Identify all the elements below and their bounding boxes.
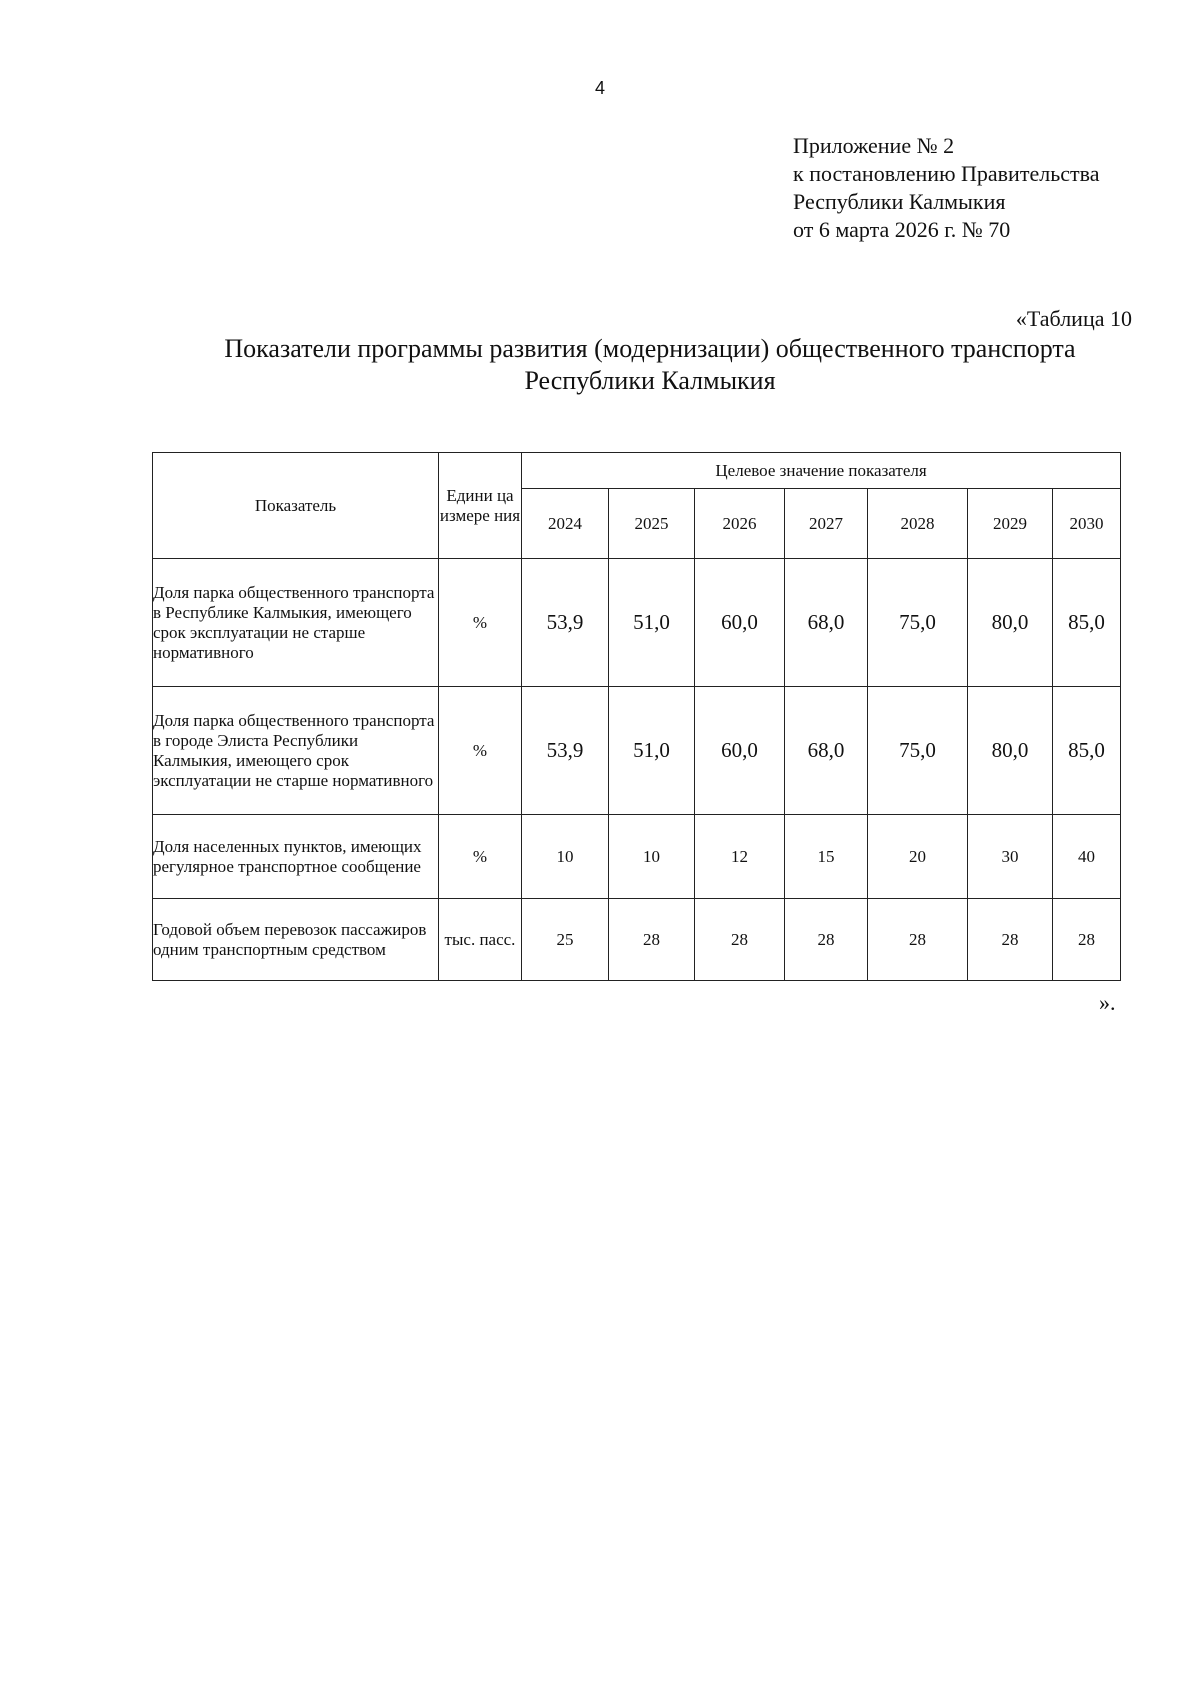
- row-unit: %: [439, 687, 522, 815]
- row-value: 68,0: [785, 559, 868, 687]
- row-value: 75,0: [868, 687, 968, 815]
- row-unit: %: [439, 815, 522, 899]
- row-value: 25: [522, 899, 609, 981]
- row-value: 28: [695, 899, 785, 981]
- row-value: 60,0: [695, 687, 785, 815]
- table-row: [153, 559, 1121, 687]
- header-indicator: Показатель: [153, 453, 439, 559]
- title-line-1: Показатели программы развития (модернизации) общественного транспорта: [224, 334, 1076, 363]
- row-value: 10: [609, 815, 695, 899]
- annex-line: Республики Калмыкия: [793, 189, 1006, 214]
- table-row: [153, 815, 1121, 899]
- row-value: 10: [522, 815, 609, 899]
- row-value: 60,0: [695, 559, 785, 687]
- row-value: 80,0: [968, 559, 1053, 687]
- table-label: «Таблица 10: [1015, 306, 1132, 331]
- row-indicator: Доля населенных пунктов, имеющих регулярное транспортное сообщение: [153, 815, 439, 899]
- row-value: 75,0: [868, 559, 968, 687]
- header-year: 2026: [695, 489, 785, 559]
- row-value: 80,0: [968, 687, 1053, 815]
- title-line-2: Республики Калмыкия: [524, 366, 776, 395]
- row-value: 28: [868, 899, 968, 981]
- header-year: 2029: [968, 489, 1053, 559]
- row-value: 51,0: [609, 559, 695, 687]
- document-title: [120, 333, 1180, 397]
- annex-block: [793, 132, 1099, 244]
- annex-line: от 6 марта 2026 г. № 70: [793, 217, 1011, 242]
- page-number: 4: [594, 78, 605, 98]
- row-value: 40: [1053, 815, 1121, 899]
- row-value: 85,0: [1053, 687, 1121, 815]
- row-indicator: Доля парка общественного транспорта в городе Элиста Республики Калмыкия, имеющего срок эксплуатации не старше нормативного: [153, 687, 439, 815]
- row-unit: %: [439, 559, 522, 687]
- row-value: 53,9: [522, 559, 609, 687]
- header-year: 2030: [1053, 489, 1121, 559]
- header-target-value: Целевое значение показателя: [522, 453, 1121, 489]
- row-value: 28: [785, 899, 868, 981]
- row-value: 51,0: [609, 687, 695, 815]
- row-unit: тыс. пасс.: [439, 899, 522, 981]
- header-year: 2025: [609, 489, 695, 559]
- row-value: 85,0: [1053, 559, 1121, 687]
- table-row: [153, 687, 1121, 815]
- row-value: 68,0: [785, 687, 868, 815]
- row-value: 15: [785, 815, 868, 899]
- row-value: 53,9: [522, 687, 609, 815]
- annex-line: Приложение № 2: [793, 133, 955, 158]
- row-value: 12: [695, 815, 785, 899]
- row-value: 28: [609, 899, 695, 981]
- row-indicator: Годовой объем перевозок пассажиров одним транспортным средством: [153, 899, 439, 981]
- header-year: 2027: [785, 489, 868, 559]
- row-value: 28: [1053, 899, 1121, 981]
- table-row: [153, 899, 1121, 981]
- header-year: 2024: [522, 489, 609, 559]
- header-unit: Едини ца измере ния: [439, 453, 522, 559]
- closing-quote-mark: ».: [1099, 990, 1116, 1015]
- row-indicator: Доля парка общественного транспорта в Республике Калмыкия, имеющего срок эксплуатации не старше нормативного: [153, 559, 439, 687]
- row-value: 20: [868, 815, 968, 899]
- row-value: 30: [968, 815, 1053, 899]
- row-value: 28: [968, 899, 1053, 981]
- annex-line: к постановлению Правительства: [793, 161, 1100, 186]
- indicators-table: [152, 452, 1121, 981]
- header-year: 2028: [868, 489, 968, 559]
